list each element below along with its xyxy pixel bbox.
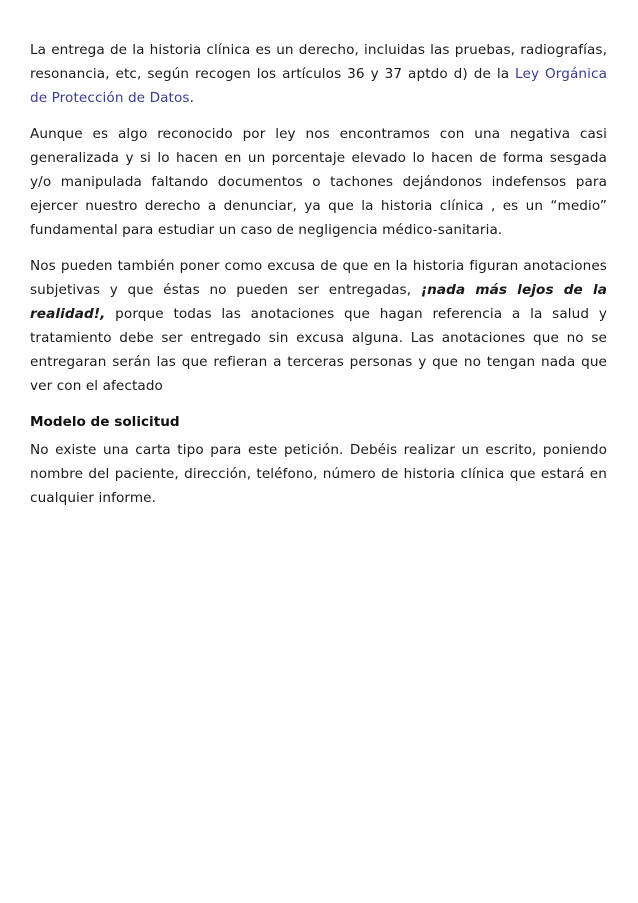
paragraph-modelo-solicitud: No existe una carta tipo para este petición. Debéis realizar un escrito, poniendo nombre del paciente, dirección, teléfono, número de historia clínica que estará en cualquier informe.: [30, 442, 607, 506]
paragraph-text: Nos pueden también poner como excusa de que en la historia figuran anotaciones subjetivas y que éstas no pueden ser entregadas,: [30, 258, 607, 298]
section-heading-modelo-solicitud: Modelo de solicitud: [30, 414, 180, 430]
paragraph-negativa-generalizada: Aunque es algo reconocido por ley nos encontramos con una negativa casi generalizada y si lo hacen en un porcentaje elevado lo hacen de forma sesgada y/o manipulada faltando documentos o tachones dejándonos indefensos para ejercer nuestro derecho a denunciar, ya que la historia clínica , es un “medio” fundamental para estudiar un caso de negligencia médico-sanitaria.: [30, 126, 607, 238]
paragraph-derecho-historia-clinica: [30, 38, 607, 110]
emphasis-text: ¡nada más lejos de la realidad!,: [30, 282, 607, 322]
ley-proteccion-datos-link[interactable]: Ley Orgánica de Protección de Datos: [30, 66, 608, 106]
paragraph-text: porque todas las anotaciones que hagan referencia a la salud y tratamiento debe ser entregado sin excusa alguna. Las anotaciones que no se entregaran serán las que refieran a terceras personas y que no tengan nada que ver con el afectado: [30, 306, 607, 394]
paragraph-text: .: [189, 90, 195, 106]
document-body: [30, 38, 607, 510]
paragraph-anotaciones-subjetivas: [30, 254, 607, 398]
paragraph-text: La entrega de la historia clínica es un derecho, incluidas las pruebas, radiografías, resonancia, etc, según recogen los artículos 36 y 37 aptdo d) de la: [30, 42, 607, 82]
